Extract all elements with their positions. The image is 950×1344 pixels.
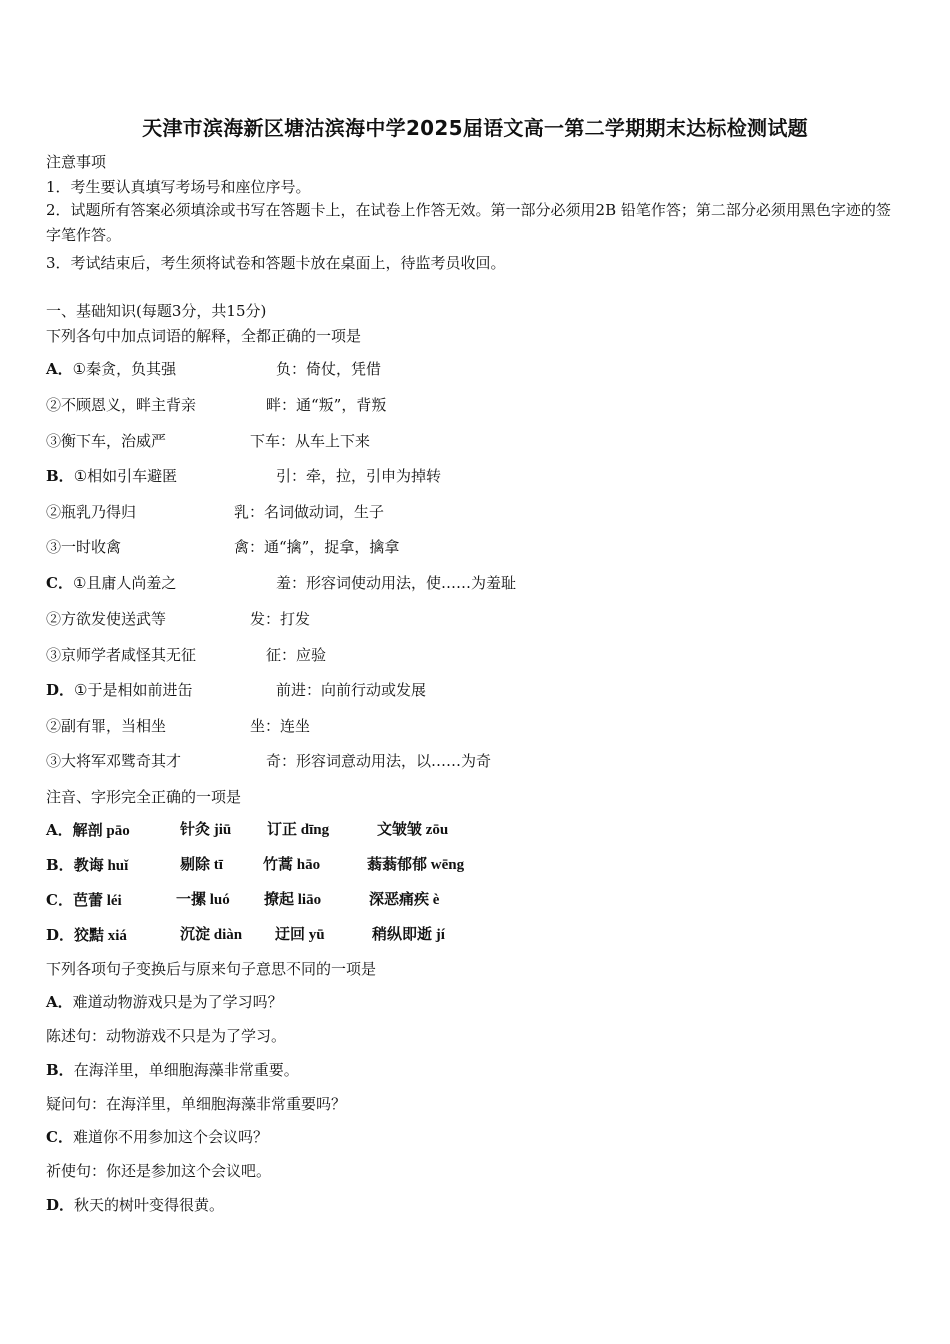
q1-sentence: ①于是相如前进缶 xyxy=(74,681,193,699)
q3-line: 祈使句：你还是参加这个会议吧。 xyxy=(46,1162,272,1180)
q1-gloss: 禽：通“擒”，捉拿，擒拿 xyxy=(234,538,400,556)
q2-row xyxy=(46,891,122,910)
q2-item: 稍纵即逝 jí xyxy=(372,927,445,943)
notice-item-1: 1．考生要认真填写考场号和座位序号。 xyxy=(46,178,311,196)
section-heading: 一、基础知识(每题3分，共15分) xyxy=(46,302,267,320)
q3-text: 难道你不用参加这个会议吗？ xyxy=(72,1128,268,1146)
q1-sentence: ②副有罪，当相坐 xyxy=(46,717,167,735)
q2-item: 竹蒿 hāo xyxy=(263,857,321,873)
q1-sentence: ③衡下车，治威严 xyxy=(46,432,167,450)
q3-line xyxy=(46,1061,299,1079)
q2-item: 解剖 pāo xyxy=(72,823,130,839)
notice-item-2: 2．试题所有答案必须填涂或书写在答题卡上，在试卷上作答无效。第一部分必须用2B 铅笔作答；第二部分必须用黑色字迹的签字笔作答。 xyxy=(46,201,891,244)
q1-gloss: 征：应验 xyxy=(266,646,327,664)
q1-sentence: ②不顾恩义，畔主背亲 xyxy=(46,396,197,414)
q1-sentence: ②瓶乳乃得归 xyxy=(46,503,137,521)
q1-gloss: 奇：形容词意动用法，以……为奇 xyxy=(266,752,492,770)
q2-item: 沉淀 diàn xyxy=(180,927,243,943)
option-label: A． xyxy=(46,821,73,839)
q1-gloss: 前进：向前行动或发展 xyxy=(276,681,427,699)
q1-row xyxy=(46,646,196,664)
q1-sentence: ③大将军邓骘奇其才 xyxy=(46,752,182,770)
q1-sentence: ①秦贪，负其强 xyxy=(72,360,177,378)
q1-gloss: 畔：通“叛”，背叛 xyxy=(266,396,387,414)
q1-gloss: 羞：形容词使动用法，使……为羞耻 xyxy=(276,574,517,592)
q1-gloss: 引：牵，拉，引申为掉转 xyxy=(276,467,442,485)
q2-item: 撩起 liāo xyxy=(264,892,322,908)
notice-item-3: 3．考试结束后，考生须将试卷和答题卡放在桌面上，待监考员收回。 xyxy=(46,254,506,272)
q2-item: 针灸 jiū xyxy=(180,822,232,838)
option-label: B． xyxy=(46,856,74,874)
option-label: B． xyxy=(46,467,74,485)
q3-line xyxy=(46,1196,224,1214)
q2-stem: 注音、字形完全正确的一项是 xyxy=(46,788,242,806)
q2-item: 文皱皱 zōu xyxy=(377,822,449,838)
q1-gloss: 发：打发 xyxy=(250,610,311,628)
q2-item: 芭蕾 léi xyxy=(72,893,122,909)
option-label: C． xyxy=(46,891,73,909)
q3-line xyxy=(46,1128,268,1146)
q1-sentence: ②方欲发使送武等 xyxy=(46,610,167,628)
q1-gloss: 负：倚仗，凭借 xyxy=(276,360,382,378)
q3-text: 难道动物游戏只是为了学习吗？ xyxy=(72,993,283,1011)
q1-row xyxy=(46,752,181,770)
q1-sentence: ③一时收禽 xyxy=(46,538,122,556)
q1-row xyxy=(46,503,136,521)
q3-stem: 下列各项句子变换后与原来句子意思不同的一项是 xyxy=(46,960,377,978)
q1-row xyxy=(46,396,196,414)
q1-gloss: 坐：连坐 xyxy=(250,717,311,735)
q2-item: 订正 dīng xyxy=(267,822,330,838)
q1-row xyxy=(46,681,192,699)
q3-line: 疑问句：在海洋里，单细胞海藻非常重要吗？ xyxy=(46,1095,347,1113)
q1-row xyxy=(46,467,177,485)
q2-item: 深恶痛疾 è xyxy=(369,892,440,908)
q1-row xyxy=(46,717,166,735)
q2-row xyxy=(46,821,130,840)
q3-text: 秋天的树叶变得很黄。 xyxy=(74,1196,225,1214)
q1-gloss: 下车：从车上下来 xyxy=(250,432,371,450)
option-label: A． xyxy=(46,360,73,378)
page-title: 天津市滨海新区塘沽滨海中学2025届语文高一第二学期期末达标检测试题 xyxy=(142,116,808,140)
q1-row xyxy=(46,574,176,592)
q1-gloss: 乳：名词做动词，生子 xyxy=(234,503,385,521)
q2-row xyxy=(46,856,128,875)
q2-item: 剔除 tī xyxy=(180,857,223,873)
q1-sentence: ③京师学者咸怪其无征 xyxy=(46,646,197,664)
option-label: B． xyxy=(46,1061,74,1079)
q1-sentence: ①且庸人尚羞之 xyxy=(72,574,177,592)
q2-item: 狡黠 xiá xyxy=(74,928,127,944)
option-label: D． xyxy=(46,926,75,944)
q1-stem: 下列各句中加点词语的解释，全都正确的一项是 xyxy=(46,327,362,345)
q3-text: 在海洋里，单细胞海藻非常重要。 xyxy=(73,1061,299,1079)
q1-row xyxy=(46,610,166,628)
q1-row xyxy=(46,432,166,450)
q2-item: 教诲 huǐ xyxy=(73,858,129,874)
option-label: A． xyxy=(46,993,73,1011)
option-label: D． xyxy=(46,1196,75,1214)
q2-item: 一摞 luó xyxy=(176,892,230,908)
option-label: D． xyxy=(46,681,75,699)
q2-row xyxy=(46,926,127,945)
q3-line xyxy=(46,993,283,1011)
q1-row xyxy=(46,360,176,378)
option-label: C． xyxy=(46,1128,73,1146)
q2-item: 蓊蓊郁郁 wēng xyxy=(367,857,465,873)
q3-line: 陈述句：动物游戏不只是为了学习。 xyxy=(46,1027,287,1045)
q1-row xyxy=(46,538,121,556)
q1-sentence: ①相如引车避匿 xyxy=(73,467,178,485)
option-label: C． xyxy=(46,574,73,592)
q2-item: 迂回 yū xyxy=(275,927,325,943)
notice-heading: 注意事项 xyxy=(46,153,107,171)
